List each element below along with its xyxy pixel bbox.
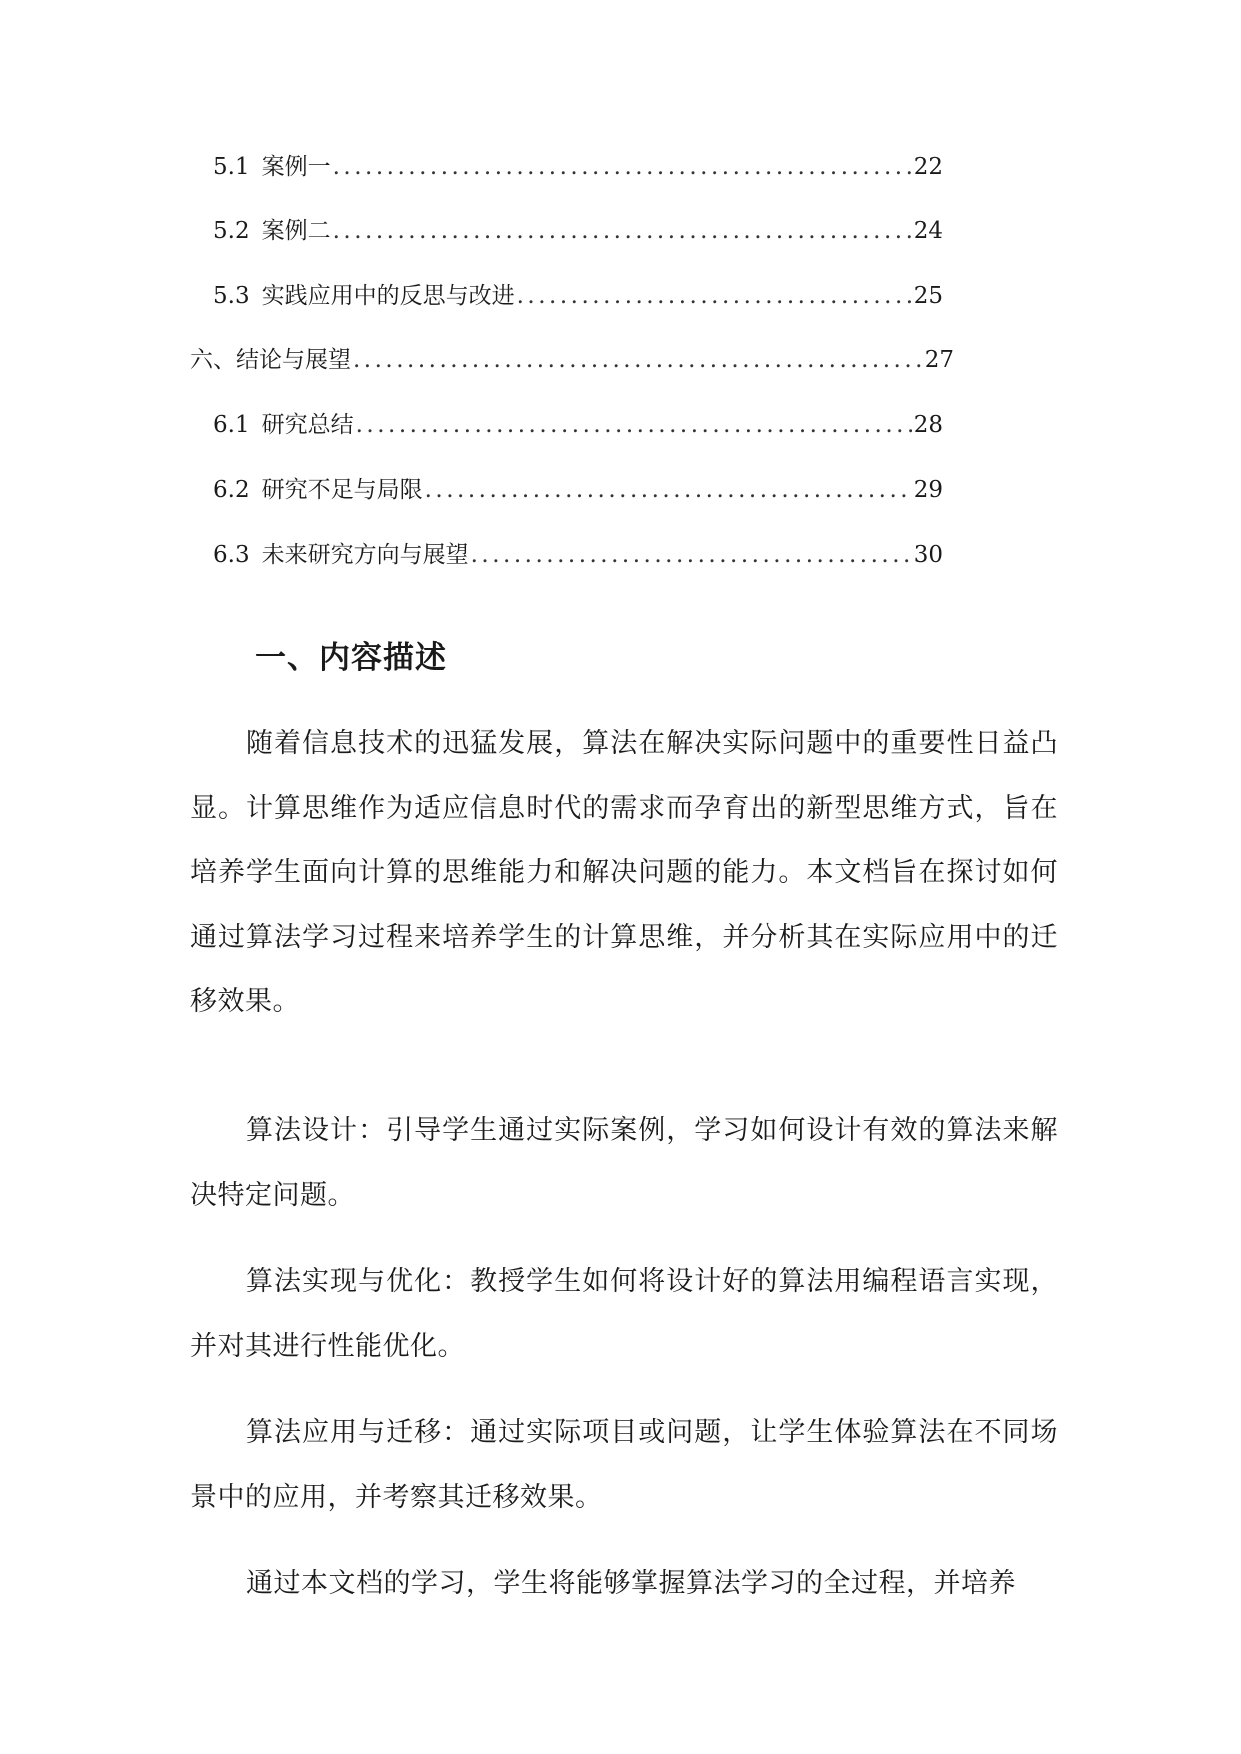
toc-entry-page: 22 xyxy=(913,154,943,180)
paragraph-conclusion: 通过本文档的学习，学生将能够掌握算法学习的全过程，并培养 xyxy=(246,1568,1016,1599)
toc-entry-page: 24 xyxy=(913,218,943,244)
toc-entry-page: 29 xyxy=(913,477,943,503)
toc-entry-title: 案例一 xyxy=(261,154,331,180)
paragraph-algorithm-application: 算法应用与迁移：通过实际项目或问题，让学生体验算法在不同场景中的应用，并考察其迁移效果。 xyxy=(190,1417,1058,1513)
toc-entry-5-1[interactable] xyxy=(213,152,943,182)
toc-entry-title: 未来研究方向与展望 xyxy=(261,542,469,568)
toc-entry-6-1[interactable] xyxy=(213,410,943,440)
toc-dot-leader xyxy=(471,540,912,570)
toc-entry-number: 5.2 xyxy=(213,218,250,244)
toc-entry-5-3[interactable] xyxy=(213,281,943,311)
toc-entry-title: 六、结论与展望 xyxy=(190,347,351,373)
toc-entry-page: 25 xyxy=(913,283,943,309)
toc-entry-5-2[interactable] xyxy=(213,216,943,246)
toc-entry-title: 案例二 xyxy=(261,218,331,244)
toc-dot-leader xyxy=(333,216,912,246)
intro-paragraph: 随着信息技术的迅猛发展，算法在解决实际问题中的重要性日益凸显。计算思维作为适应信息时代的需求而孕育出的新型思维方式，旨在培养学生面向计算的思维能力和解决问题的能力。本文档旨在探讨如何通过算法学习过程来培养学生的计算思维，并分析其在实际应用中的迁移效果。 xyxy=(190,728,1058,1017)
toc-entry-title: 研究不足与局限 xyxy=(261,477,423,503)
toc-entry-6-2[interactable] xyxy=(213,475,943,505)
toc-entry-page: 28 xyxy=(913,412,943,438)
toc-entry-title: 实践应用中的反思与改进 xyxy=(261,283,515,309)
toc-dot-leader xyxy=(356,410,912,440)
toc-entry-chapter-6[interactable] xyxy=(190,345,954,375)
toc-dot-leader xyxy=(353,345,923,375)
toc-entry-title: 研究总结 xyxy=(261,412,354,438)
toc-entry-6-3[interactable] xyxy=(213,540,943,570)
toc-entry-number: 5.1 xyxy=(213,154,250,180)
toc-entry-page: 27 xyxy=(924,347,954,373)
paragraph-algorithm-design: 算法设计：引导学生通过实际案例，学习如何设计有效的算法来解决特定问题。 xyxy=(190,1115,1058,1211)
toc-entry-page: 30 xyxy=(913,542,943,568)
toc-dot-leader xyxy=(333,152,912,182)
toc-entry-number: 6.2 xyxy=(213,477,250,503)
paragraph-algorithm-implementation: 算法实现与优化：教授学生如何将设计好的算法用编程语言实现，并对其进行性能优化。 xyxy=(190,1266,1058,1362)
toc-dot-leader xyxy=(425,475,912,505)
toc-entry-number: 5.3 xyxy=(213,283,250,309)
toc-entry-number: 6.1 xyxy=(213,412,250,438)
toc-entry-number: 6.3 xyxy=(213,542,250,568)
toc-dot-leader xyxy=(517,281,912,311)
section-heading: 一、内容描述 xyxy=(255,640,447,676)
